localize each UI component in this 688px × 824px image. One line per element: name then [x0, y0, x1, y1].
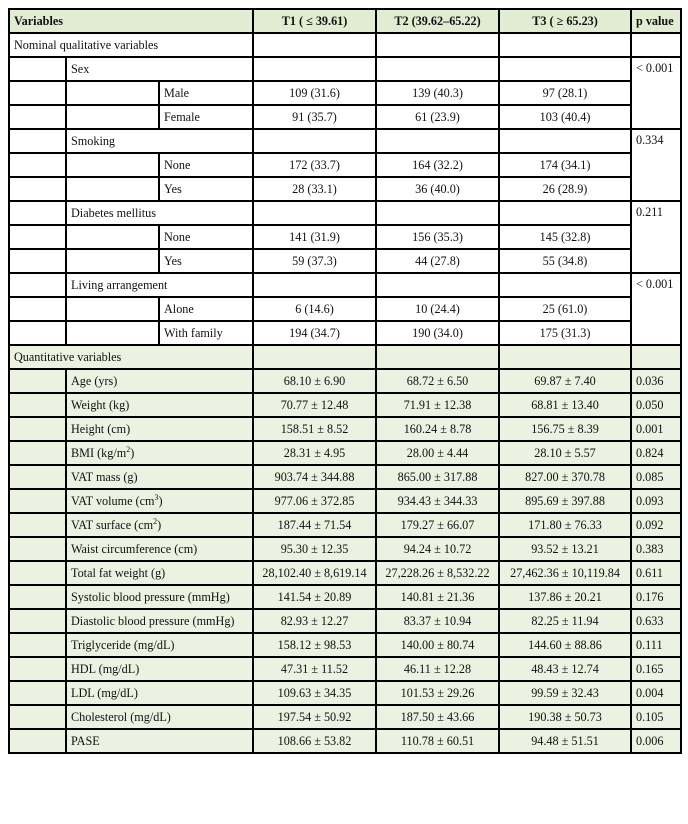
variable-label-text: Weight (kg) [71, 397, 130, 412]
value-t2: 71.91 ± 12.38 [376, 393, 499, 417]
value-t3: 190.38 ± 50.73 [499, 705, 631, 729]
value-t2: 28.00 ± 4.44 [376, 441, 499, 465]
unit-suffix: ) [130, 445, 135, 460]
empty-cell [631, 33, 681, 57]
indent-cell [66, 225, 159, 249]
header-t3: T3 ( ≥ 65.23) [499, 9, 631, 33]
value-t2: 140.00 ± 80.74 [376, 633, 499, 657]
unit-superscript: 2 [126, 444, 131, 454]
indent-cell [66, 177, 159, 201]
table-row [9, 393, 681, 417]
value-t2: 164 (32.2) [376, 153, 499, 177]
table-row [9, 369, 681, 393]
variable-label [66, 513, 253, 537]
group-label: Sex [66, 57, 253, 81]
indent-cell [9, 537, 66, 561]
variable-label [66, 609, 253, 633]
p-value: 0.633 [631, 609, 681, 633]
value-t3: 103 (40.4) [499, 105, 631, 129]
value-t3: 82.25 ± 11.94 [499, 609, 631, 633]
empty-cell [376, 273, 499, 297]
table-row [9, 585, 681, 609]
variable-label [66, 633, 253, 657]
value-t2: 139 (40.3) [376, 81, 499, 105]
table-body [9, 33, 681, 753]
table-row [9, 105, 681, 129]
value-t1: 91 (35.7) [253, 105, 376, 129]
table-row [9, 441, 681, 465]
category-label: Yes [159, 249, 253, 273]
p-value: 0.085 [631, 465, 681, 489]
table-row [9, 153, 681, 177]
indent-cell [9, 609, 66, 633]
indent-cell [9, 273, 66, 297]
value-t1: 141 (31.9) [253, 225, 376, 249]
indent-cell [9, 561, 66, 585]
indent-cell [9, 393, 66, 417]
variable-label [66, 729, 253, 753]
value-t2: 140.81 ± 21.36 [376, 585, 499, 609]
p-value: 0.334 [631, 129, 681, 201]
indent-cell [9, 201, 66, 225]
section-row-nominal [9, 33, 681, 57]
table-row [9, 537, 681, 561]
value-t1: 197.54 ± 50.92 [253, 705, 376, 729]
empty-cell [376, 33, 499, 57]
value-t2: 61 (23.9) [376, 105, 499, 129]
table-row [9, 249, 681, 273]
empty-cell [253, 201, 376, 225]
category-label: Alone [159, 297, 253, 321]
variable-label [66, 681, 253, 705]
indent-cell [9, 441, 66, 465]
value-t1: 28.31 ± 4.95 [253, 441, 376, 465]
empty-cell [253, 273, 376, 297]
value-t1: 28,102.40 ± 8,619.14 [253, 561, 376, 585]
table-row [9, 225, 681, 249]
p-value: 0.165 [631, 657, 681, 681]
indent-cell [9, 105, 66, 129]
value-t2: 101.53 ± 29.26 [376, 681, 499, 705]
empty-cell [253, 57, 376, 81]
value-t1: 109.63 ± 34.35 [253, 681, 376, 705]
empty-cell [631, 345, 681, 369]
value-t3: 27,462.36 ± 10,119.84 [499, 561, 631, 585]
variable-label [66, 705, 253, 729]
indent-cell [9, 57, 66, 81]
category-label: Male [159, 81, 253, 105]
header-t2: T2 (39.62–65.22) [376, 9, 499, 33]
empty-cell [376, 201, 499, 225]
empty-cell [376, 129, 499, 153]
table-row [9, 177, 681, 201]
group-row [9, 201, 681, 225]
header-p-value: p value [631, 9, 681, 33]
indent-cell [9, 513, 66, 537]
table-row [9, 705, 681, 729]
table-row [9, 681, 681, 705]
unit-superscript: 3 [154, 492, 159, 502]
section-label-quantitative: Quantitative variables [9, 345, 253, 369]
p-value: 0.211 [631, 201, 681, 273]
indent-cell [66, 249, 159, 273]
empty-cell [376, 57, 499, 81]
value-t2: 94.24 ± 10.72 [376, 537, 499, 561]
value-t2: 179.27 ± 66.07 [376, 513, 499, 537]
value-t3: 145 (32.8) [499, 225, 631, 249]
variable-label [66, 657, 253, 681]
empty-cell [499, 345, 631, 369]
indent-cell [9, 249, 66, 273]
p-value: 0.176 [631, 585, 681, 609]
indent-cell [9, 657, 66, 681]
variable-label-text: Triglyceride (mg/dL) [71, 637, 175, 652]
value-t2: 110.78 ± 60.51 [376, 729, 499, 753]
empty-cell [499, 129, 631, 153]
p-value: 0.004 [631, 681, 681, 705]
table-row [9, 297, 681, 321]
value-t1: 6 (14.6) [253, 297, 376, 321]
value-t1: 187.44 ± 71.54 [253, 513, 376, 537]
category-label: With family [159, 321, 253, 345]
variable-label-text: Age (yrs) [71, 373, 118, 388]
indent-cell [9, 681, 66, 705]
value-t3: 174 (34.1) [499, 153, 631, 177]
variable-label-text: Waist circumference (cm) [71, 541, 198, 556]
value-t1: 82.93 ± 12.27 [253, 609, 376, 633]
empty-cell [253, 129, 376, 153]
value-t3: 144.60 ± 88.86 [499, 633, 631, 657]
variable-label [66, 369, 253, 393]
indent-cell [9, 465, 66, 489]
value-t3: 26 (28.9) [499, 177, 631, 201]
data-table [8, 8, 682, 754]
value-t2: 83.37 ± 10.94 [376, 609, 499, 633]
value-t2: 46.11 ± 12.28 [376, 657, 499, 681]
p-value: 0.111 [631, 633, 681, 657]
value-t3: 171.80 ± 76.33 [499, 513, 631, 537]
table-row [9, 81, 681, 105]
p-value: 0.006 [631, 729, 681, 753]
empty-cell [499, 273, 631, 297]
value-t2: 934.43 ± 344.33 [376, 489, 499, 513]
indent-cell [9, 129, 66, 153]
unit-superscript: 2 [153, 516, 158, 526]
indent-cell [9, 369, 66, 393]
empty-cell [499, 33, 631, 57]
variable-label-text: BMI (kg/m [71, 445, 127, 460]
variable-label-text: Total fat weight (g) [71, 565, 166, 580]
value-t3: 827.00 ± 370.78 [499, 465, 631, 489]
group-row [9, 57, 681, 81]
indent-cell [9, 705, 66, 729]
indent-cell [66, 297, 159, 321]
indent-cell [9, 585, 66, 609]
p-value: 0.093 [631, 489, 681, 513]
table-row [9, 417, 681, 441]
value-t2: 187.50 ± 43.66 [376, 705, 499, 729]
indent-cell [9, 297, 66, 321]
table-row [9, 561, 681, 585]
category-label: Yes [159, 177, 253, 201]
p-value: 0.092 [631, 513, 681, 537]
variable-label-text: VAT surface (cm [71, 517, 154, 532]
value-t3: 69.87 ± 7.40 [499, 369, 631, 393]
indent-cell [66, 81, 159, 105]
section-row-quantitative [9, 345, 681, 369]
value-t2: 44 (27.8) [376, 249, 499, 273]
value-t3: 48.43 ± 12.74 [499, 657, 631, 681]
variable-label-text: HDL (mg/dL) [71, 661, 140, 676]
empty-cell [499, 57, 631, 81]
value-t1: 903.74 ± 344.88 [253, 465, 376, 489]
variable-label [66, 489, 253, 513]
value-t1: 47.31 ± 11.52 [253, 657, 376, 681]
group-label: Diabetes mellitus [66, 201, 253, 225]
group-label: Smoking [66, 129, 253, 153]
indent-cell [9, 633, 66, 657]
p-value: 0.383 [631, 537, 681, 561]
value-t3: 94.48 ± 51.51 [499, 729, 631, 753]
table-row [9, 609, 681, 633]
indent-cell [66, 321, 159, 345]
value-t2: 68.72 ± 6.50 [376, 369, 499, 393]
value-t3: 99.59 ± 32.43 [499, 681, 631, 705]
variable-label-text: PASE [71, 733, 100, 748]
indent-cell [66, 153, 159, 177]
empty-cell [499, 201, 631, 225]
variable-label-text: VAT volume (cm [71, 493, 155, 508]
value-t1: 109 (31.6) [253, 81, 376, 105]
empty-cell [376, 345, 499, 369]
table-row [9, 465, 681, 489]
value-t1: 59 (37.3) [253, 249, 376, 273]
empty-cell [253, 33, 376, 57]
value-t1: 70.77 ± 12.48 [253, 393, 376, 417]
group-row [9, 273, 681, 297]
variable-label [66, 537, 253, 561]
variable-label-text: VAT mass (g) [71, 469, 138, 484]
unit-suffix: ) [158, 493, 163, 508]
value-t2: 36 (40.0) [376, 177, 499, 201]
table-row [9, 489, 681, 513]
value-t1: 68.10 ± 6.90 [253, 369, 376, 393]
indent-cell [9, 153, 66, 177]
value-t3: 895.69 ± 397.88 [499, 489, 631, 513]
variable-label-text: Cholesterol (mg/dL) [71, 709, 171, 724]
variable-label [66, 417, 253, 441]
value-t1: 158.51 ± 8.52 [253, 417, 376, 441]
table-row [9, 657, 681, 681]
empty-cell [253, 345, 376, 369]
p-value: 0.611 [631, 561, 681, 585]
value-t2: 865.00 ± 317.88 [376, 465, 499, 489]
value-t2: 160.24 ± 8.78 [376, 417, 499, 441]
variable-label-text: Diastolic blood pressure (mmHg) [71, 613, 235, 628]
variable-label-text: LDL (mg/dL) [71, 685, 138, 700]
value-t1: 194 (34.7) [253, 321, 376, 345]
p-value: 0.824 [631, 441, 681, 465]
value-t3: 156.75 ± 8.39 [499, 417, 631, 441]
value-t1: 28 (33.1) [253, 177, 376, 201]
group-row [9, 129, 681, 153]
p-value: 0.036 [631, 369, 681, 393]
header-row [9, 9, 681, 33]
value-t3: 25 (61.0) [499, 297, 631, 321]
indent-cell [9, 729, 66, 753]
value-t1: 95.30 ± 12.35 [253, 537, 376, 561]
table-row [9, 513, 681, 537]
value-t3: 97 (28.1) [499, 81, 631, 105]
indent-cell [9, 489, 66, 513]
table-row [9, 633, 681, 657]
value-t1: 158.12 ± 98.53 [253, 633, 376, 657]
indent-cell [9, 321, 66, 345]
p-value: 0.105 [631, 705, 681, 729]
indent-cell [9, 81, 66, 105]
indent-cell [66, 105, 159, 129]
header-t1: T1 ( ≤ 39.61) [253, 9, 376, 33]
variable-label [66, 585, 253, 609]
p-value: < 0.001 [631, 57, 681, 129]
value-t3: 175 (31.3) [499, 321, 631, 345]
unit-suffix: ) [157, 517, 162, 532]
indent-cell [9, 177, 66, 201]
indent-cell [9, 225, 66, 249]
value-t1: 977.06 ± 372.85 [253, 489, 376, 513]
category-label: None [159, 153, 253, 177]
variable-label [66, 393, 253, 417]
table-row [9, 321, 681, 345]
value-t1: 108.66 ± 53.82 [253, 729, 376, 753]
value-t2: 156 (35.3) [376, 225, 499, 249]
value-t1: 141.54 ± 20.89 [253, 585, 376, 609]
variable-label [66, 561, 253, 585]
table-row [9, 729, 681, 753]
value-t3: 28.10 ± 5.57 [499, 441, 631, 465]
value-t3: 137.86 ± 20.21 [499, 585, 631, 609]
value-t2: 190 (34.0) [376, 321, 499, 345]
variable-label-text: Height (cm) [71, 421, 131, 436]
p-value: 0.050 [631, 393, 681, 417]
variable-label-text: Systolic blood pressure (mmHg) [71, 589, 230, 604]
p-value: 0.001 [631, 417, 681, 441]
indent-cell [9, 417, 66, 441]
group-label: Living arrangement [66, 273, 253, 297]
value-t1: 172 (33.7) [253, 153, 376, 177]
value-t3: 55 (34.8) [499, 249, 631, 273]
value-t3: 93.52 ± 13.21 [499, 537, 631, 561]
value-t2: 10 (24.4) [376, 297, 499, 321]
variable-label [66, 441, 253, 465]
value-t2: 27,228.26 ± 8,532.22 [376, 561, 499, 585]
section-label-nominal: Nominal qualitative variables [9, 33, 253, 57]
category-label: Female [159, 105, 253, 129]
value-t3: 68.81 ± 13.40 [499, 393, 631, 417]
header-variables: Variables [9, 9, 253, 33]
variable-label [66, 465, 253, 489]
p-value: < 0.001 [631, 273, 681, 345]
category-label: None [159, 225, 253, 249]
